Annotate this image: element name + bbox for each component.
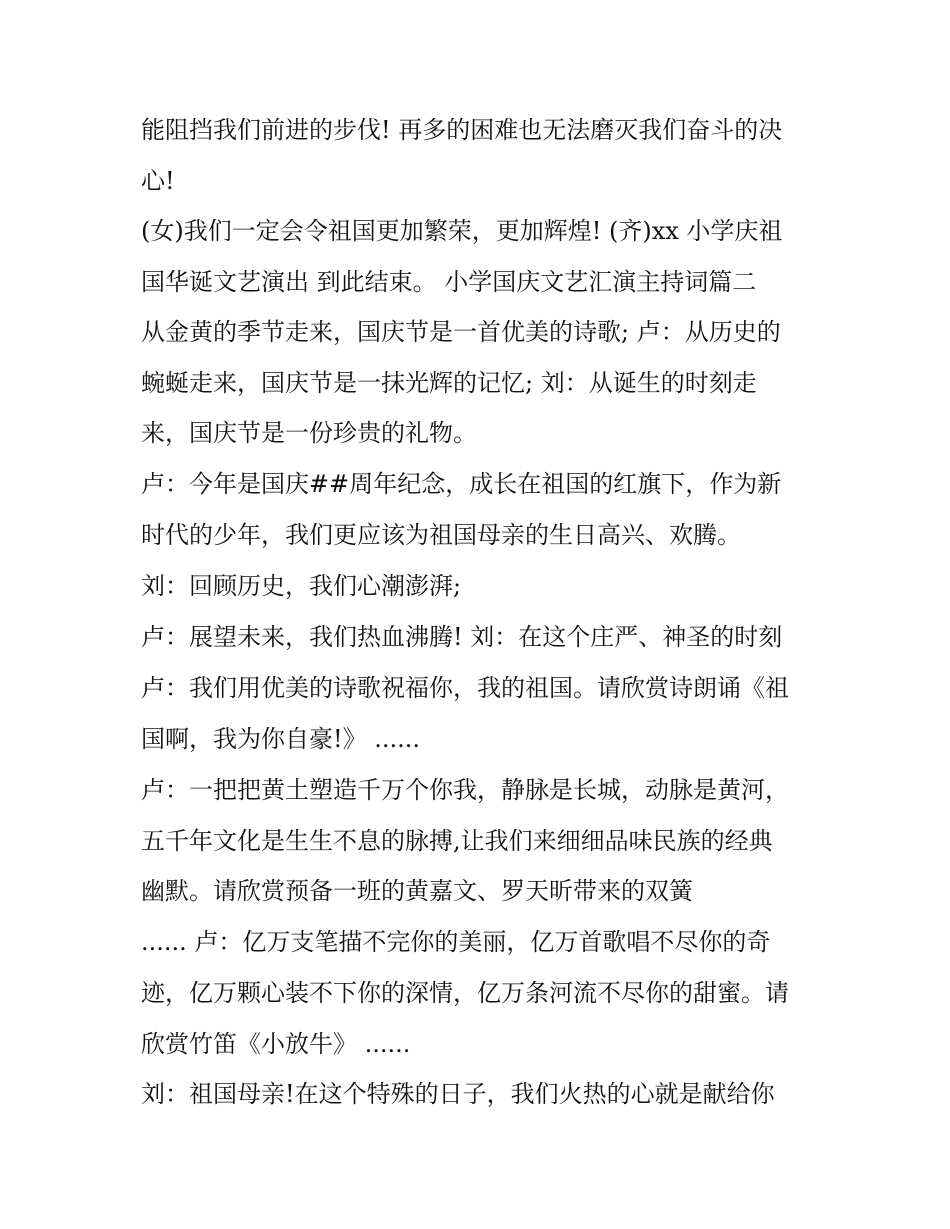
text-line: 刘：祖国母亲!在这个特殊的日子，我们火热的心就是献给你 <box>141 1080 775 1108</box>
text-line: 从金黄的季节走来，国庆节是一首优美的诗歌; 卢：从历史的 <box>141 318 781 346</box>
text-line: 迹，亿万颗心装不下你的深情，亿万条河流不尽你的甜蜜。请 <box>141 979 789 1007</box>
text-line: 心! <box>141 167 175 195</box>
text-line: ...... 卢：亿万支笔描不完你的美丽，亿万首歌唱不尽你的奇 <box>141 928 771 956</box>
text-line: 卢：今年是国庆##周年纪念，成长在祖国的红旗下，作为新 <box>141 470 782 498</box>
text-line: 时代的少年，我们更应该为祖国母亲的生日高兴、欢腾。 <box>141 521 741 549</box>
text-line: 幽默。请欣赏预备一班的黄嘉文、罗天昕带来的双簧 <box>141 877 693 905</box>
text-line: 国啊，我为你自豪!》 ...... <box>141 725 421 753</box>
text-line: 卢：我们用优美的诗歌祝福你，我的祖国。请欣赏诗朗诵《祖 <box>141 674 789 702</box>
text-line: 刘：回顾历史，我们心潮澎湃; <box>141 572 462 600</box>
text-line: 欣赏竹笛《小放牛》 ...... <box>141 1030 411 1058</box>
text-line: 卢：展望未来，我们热血沸腾! 刘：在这个庄严、神圣的时刻 <box>141 623 783 651</box>
text-line: 来，国庆节是一份珍贵的礼物。 <box>141 419 477 447</box>
text-line: 五千年文化是生生不息的脉搏,让我们来细细品味民族的经典 <box>141 827 773 855</box>
text-line: 国华诞文艺演出 到此结束。 小学国庆文艺汇演主持词篇二 <box>141 268 757 296</box>
text-line: 卢：一把把黄土塑造千万个你我，静脉是长城，动脉是黄河， <box>141 776 789 804</box>
text-line: 能阻挡我们前进的步伐! 再多的困难也无法磨灭我们奋斗的决 <box>141 116 783 144</box>
text-line: 蜿蜒走来，国庆节是一抹光辉的记忆; 刘：从诞生的时刻走 <box>141 369 757 397</box>
text-line: (女)我们一定会令祖国更加繁荣，更加辉煌! (齐)xx 小学庆祖 <box>141 217 783 245</box>
